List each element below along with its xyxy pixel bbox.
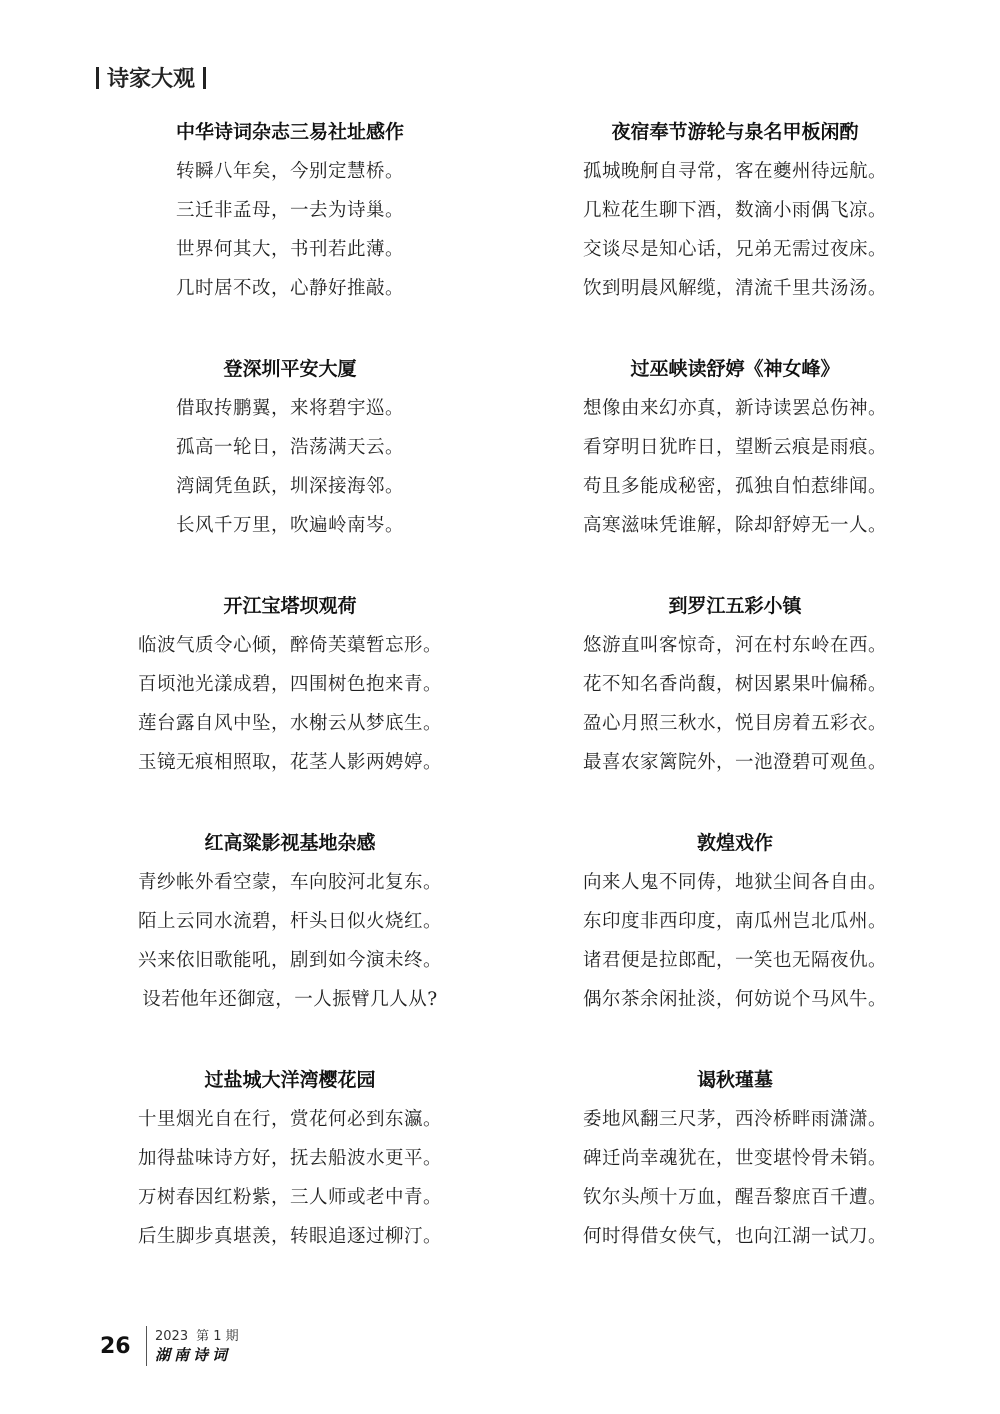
poem bbox=[545, 112, 925, 308]
poem-line: 孤城晚舸自寻常，客在夔州待远航。 bbox=[582, 161, 887, 182]
poem-lines bbox=[545, 626, 925, 782]
poem-lines bbox=[100, 389, 480, 545]
poem-line: 盈心月照三秋水，悦目房着五彩衣。 bbox=[582, 713, 887, 734]
poem-line: 几粒花生聊下酒，数滴小雨偶飞凉。 bbox=[582, 200, 887, 221]
poem-line: 孤高一轮日，浩荡满天云。 bbox=[175, 437, 404, 458]
poem-line: 陌上云同水流碧，杆头日似火烧红。 bbox=[137, 911, 442, 932]
poem-line: 兴来依旧歌能吼，剧到如今演未终。 bbox=[137, 950, 442, 971]
poem-line: 十里烟光自在行，赏花何必到东瀛。 bbox=[137, 1109, 442, 1130]
poem-lines bbox=[545, 389, 925, 545]
poem-line: 万树春因红粉紫，三人师或老中青。 bbox=[137, 1187, 442, 1208]
poem-line: 三迁非孟母，一去为诗巢。 bbox=[175, 200, 404, 221]
poem bbox=[100, 823, 480, 1019]
poem-line: 高寒滋味凭谁解，除却舒婷无一人。 bbox=[582, 515, 887, 536]
poem-lines bbox=[100, 152, 480, 308]
poem-lines bbox=[545, 1100, 925, 1256]
section-header bbox=[96, 62, 206, 93]
issue-year: 2023 bbox=[155, 1328, 189, 1344]
poem-line: 转瞬八年矣，今别定慧桥。 bbox=[175, 161, 404, 182]
poem-line: 诸君便是拉郎配，一笑也无隔夜仇。 bbox=[582, 950, 887, 971]
poem-lines bbox=[545, 152, 925, 308]
poem-title: 到罗江五彩小镇 bbox=[668, 595, 802, 617]
page-number: 26 bbox=[100, 1333, 131, 1359]
poem-line: 借取抟鹏翼，来将碧宇巡。 bbox=[175, 398, 404, 419]
poem-line: 花不知名香尚馥，树因累果叶偏稀。 bbox=[582, 674, 887, 695]
poem-line: 湾阔凭鱼跃，圳深接海邻。 bbox=[175, 476, 404, 497]
poem-lines bbox=[100, 1100, 480, 1256]
poem-title: 敦煌戏作 bbox=[696, 832, 773, 854]
poem-line: 东印度非西印度，南瓜州岂北瓜州。 bbox=[582, 911, 887, 932]
poem-lines bbox=[545, 863, 925, 1019]
poem-line: 后生脚步真堪羡，转眼追逐过柳汀。 bbox=[137, 1226, 442, 1247]
poem-title: 中华诗词杂志三易社址感作 bbox=[175, 121, 404, 143]
poem-line: 玉镜无痕相照取，花茎人影两娉婷。 bbox=[137, 752, 442, 773]
poem-line: 苟且多能成秘密，孤独自怕惹绯闻。 bbox=[582, 476, 887, 497]
poem bbox=[100, 349, 480, 545]
header-bar-right bbox=[203, 67, 206, 89]
poem-title: 开江宝塔坝观荷 bbox=[223, 595, 357, 617]
poem-line: 偶尔茶余闲扯淡，何妨说个马风牛。 bbox=[582, 989, 887, 1010]
poem-line: 临波气质令心倾，醉倚芙蕖暂忘形。 bbox=[137, 635, 442, 656]
poem bbox=[545, 823, 925, 1019]
poem-line: 莲台露自风中坠，水榭云从梦底生。 bbox=[137, 713, 442, 734]
poem bbox=[100, 586, 480, 782]
poem-line: 向来人鬼不同俦，地狱尘间各自由。 bbox=[582, 872, 887, 893]
poem-title: 登深圳平安大厦 bbox=[223, 358, 357, 380]
poem bbox=[545, 586, 925, 782]
poem-lines bbox=[100, 863, 480, 1019]
poem-line: 碑迁尚幸魂犹在，世变堪怜骨未销。 bbox=[582, 1148, 887, 1169]
poem-line: 最喜农家篱院外，一池澄碧可观鱼。 bbox=[582, 752, 887, 773]
poem bbox=[545, 1060, 925, 1256]
footer-divider bbox=[146, 1326, 147, 1366]
poem-line: 悠游直叫客惊奇，河在村东岭在西。 bbox=[582, 635, 887, 656]
issue-info bbox=[155, 1328, 239, 1345]
poem-line: 长风千万里，吹遍岭南岑。 bbox=[175, 515, 404, 536]
poem-line: 看穿明日犹昨日，望断云痕是雨痕。 bbox=[582, 437, 887, 458]
poem-title: 谒秋瑾墓 bbox=[696, 1069, 773, 1091]
poem-line: 世界何其大，书刊若此薄。 bbox=[175, 239, 404, 260]
footer-info bbox=[155, 1328, 239, 1365]
section-title: 诗家大观 bbox=[107, 67, 196, 92]
poem bbox=[545, 349, 925, 545]
poem-title: 夜宿奉节游轮与泉名甲板闲酌 bbox=[611, 121, 859, 143]
poem bbox=[100, 1060, 480, 1256]
page-footer bbox=[100, 1326, 239, 1366]
poem-line: 想像由来幻亦真，新诗读罢总伤神。 bbox=[582, 398, 887, 419]
poem-title: 过巫峡读舒婷《神女峰》 bbox=[630, 358, 840, 380]
poem-line: 几时居不改，心静好推敲。 bbox=[175, 278, 404, 299]
poem-line: 何时得借女侠气，也向江湖一试刀。 bbox=[582, 1226, 887, 1247]
poem-line: 钦尔头颅十万血，醒吾黎庶百千遭。 bbox=[582, 1187, 887, 1208]
poem-line: 加得盐味诗方好，抚去船波水更平。 bbox=[137, 1148, 442, 1169]
poem-title: 红高粱影视基地杂感 bbox=[204, 832, 376, 854]
poem-line: 委地风翻三尺茅，西泠桥畔雨潇潇。 bbox=[582, 1109, 887, 1130]
issue-number: 第 1 期 bbox=[196, 1328, 239, 1344]
poem-line: 饮到明晨风解缆，清流千里共汤汤。 bbox=[582, 278, 887, 299]
poem-lines bbox=[100, 626, 480, 782]
poem-line: 设若他年还御寇，一人振臂几人从? bbox=[142, 989, 438, 1010]
poem-title: 过盐城大洋湾樱花园 bbox=[204, 1069, 376, 1091]
poem-line: 交谈尽是知心话，兄弟无需过夜床。 bbox=[582, 239, 887, 260]
poem-line: 青纱帐外看空蒙，车向胶河北复东。 bbox=[137, 872, 442, 893]
poem-line: 百顷池光漾成碧，四围树色抱来青。 bbox=[137, 674, 442, 695]
journal-name: 湖南诗词 bbox=[155, 1345, 232, 1364]
poem bbox=[100, 112, 480, 308]
header-bar-left bbox=[96, 67, 99, 89]
